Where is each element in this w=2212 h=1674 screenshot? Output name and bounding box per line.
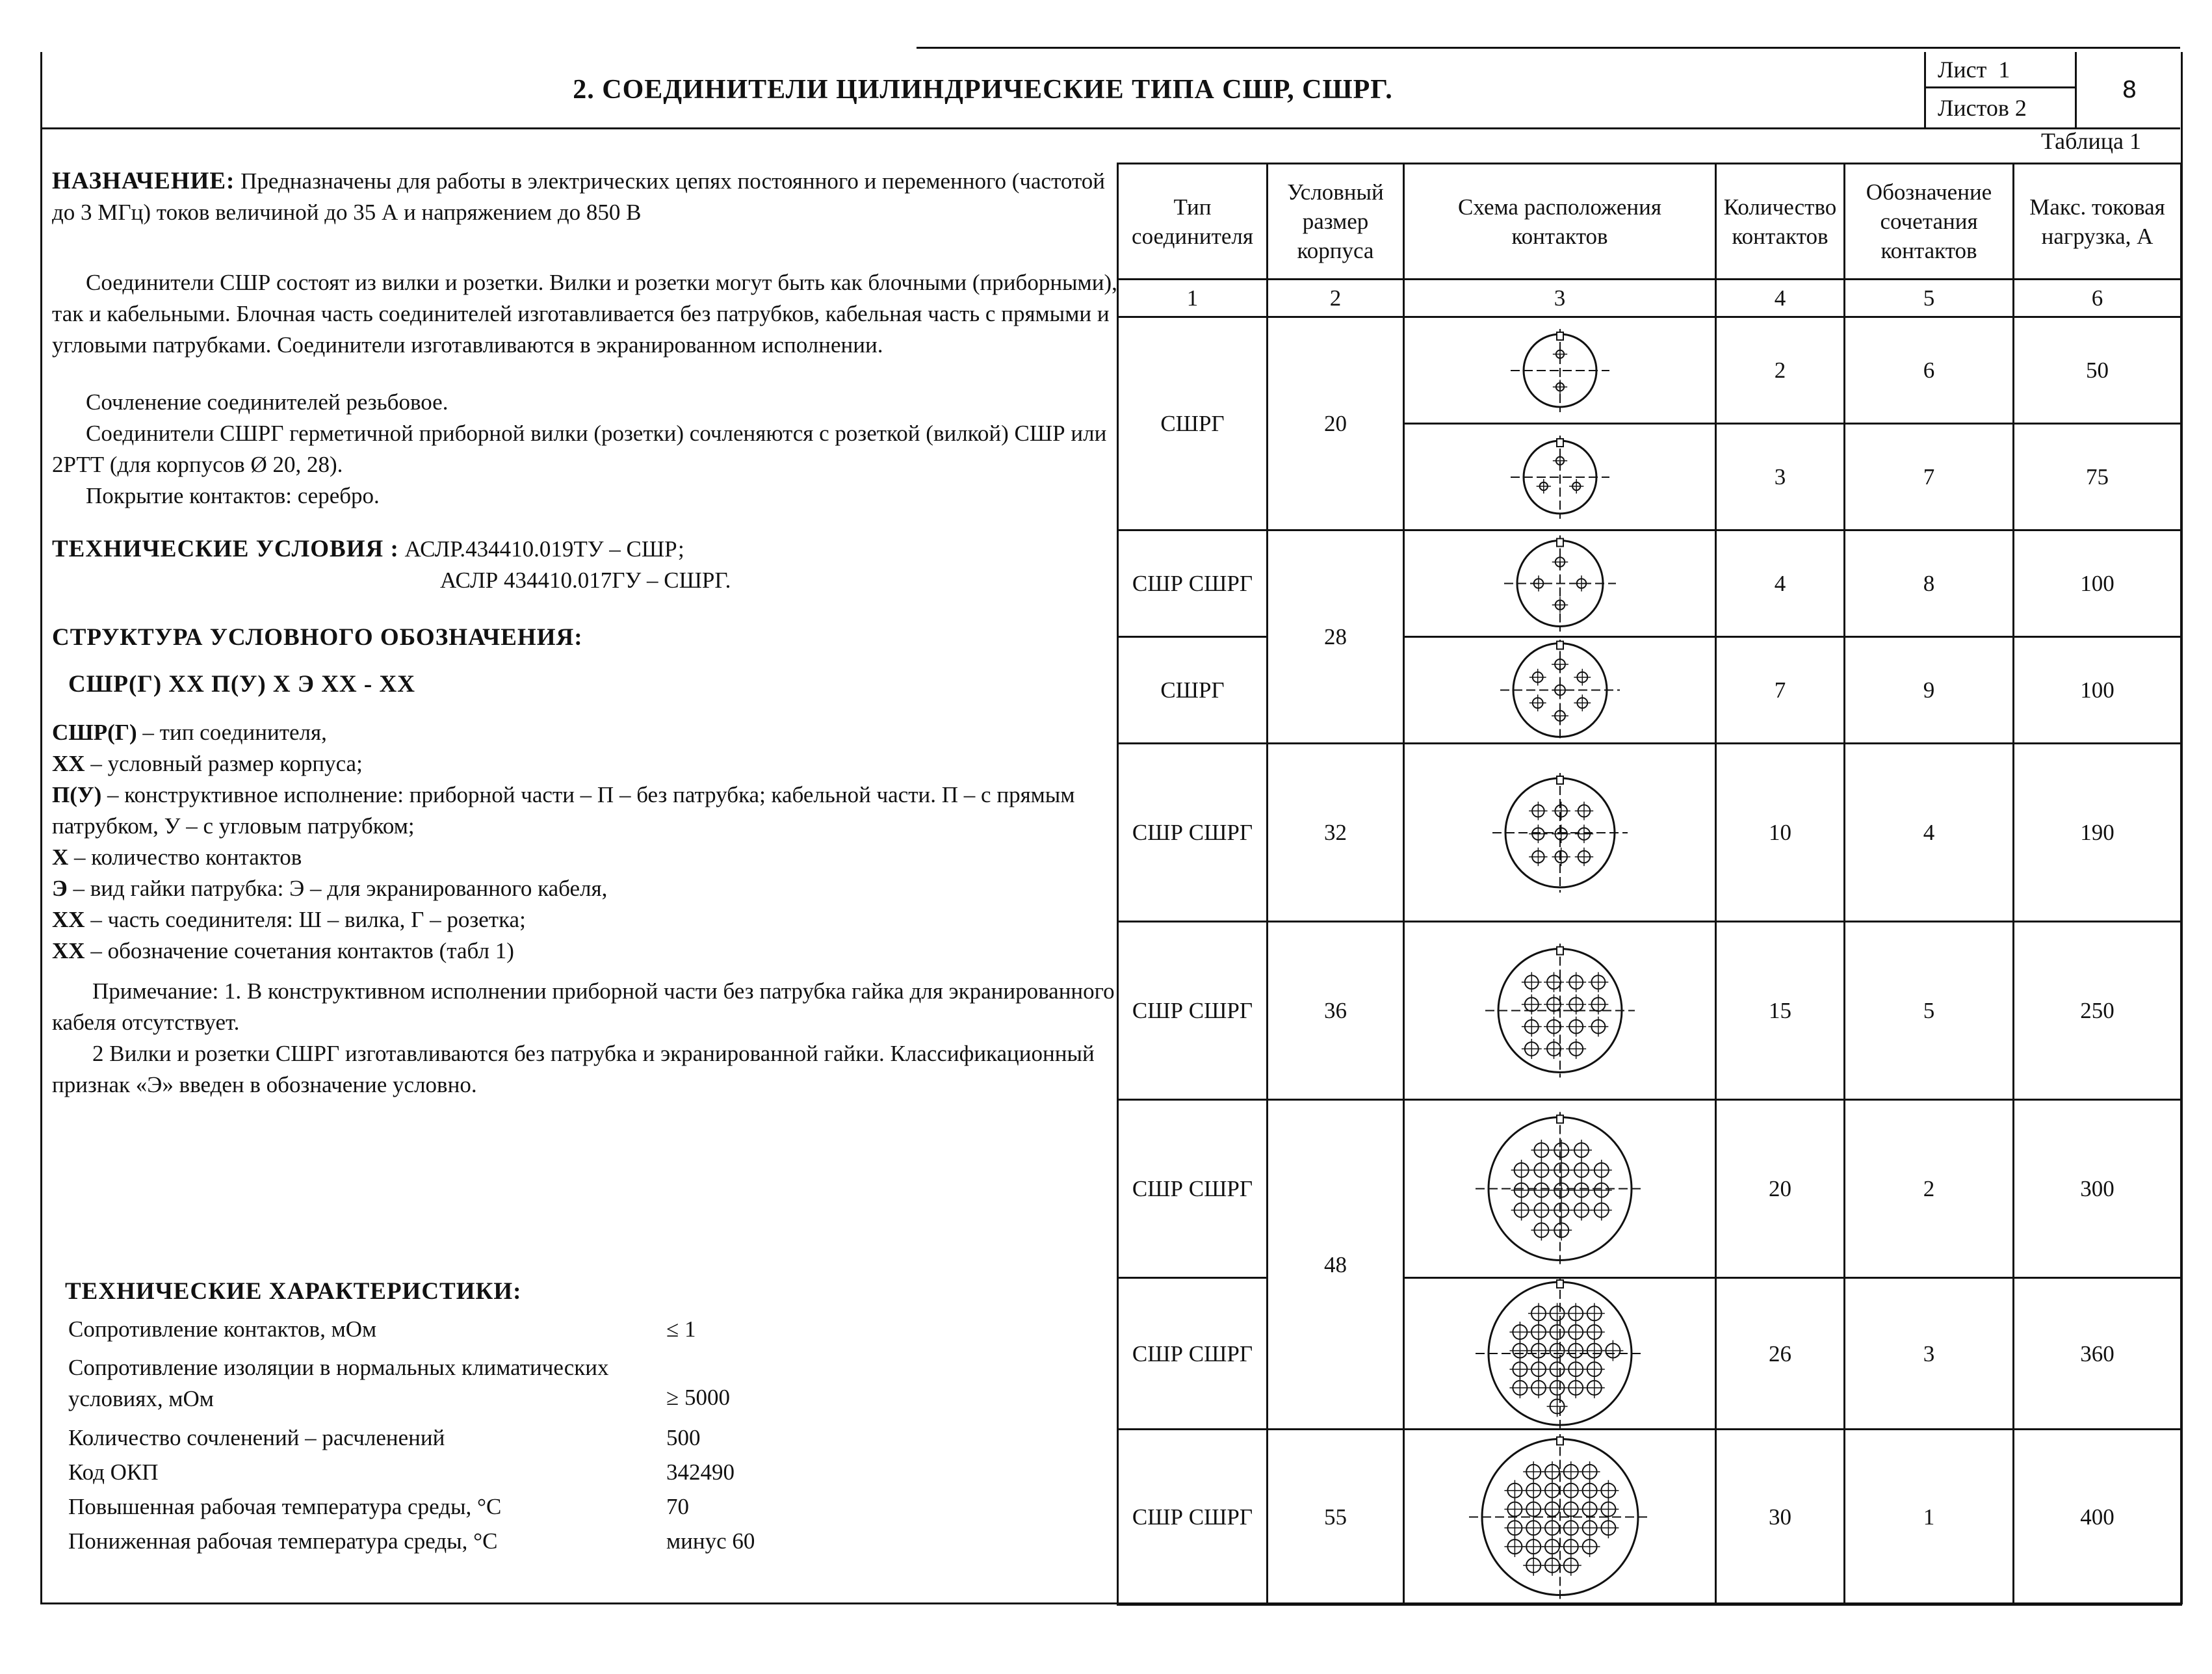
key-notch xyxy=(1557,1116,1563,1123)
characteristics-heading: ТЕХНИЧЕСКИЕ ХАРАКТЕРИСТИКИ: xyxy=(65,1278,522,1305)
column-number: 2 xyxy=(1268,280,1404,317)
contacts-cell: 2 xyxy=(1716,317,1845,424)
contact-diagram-cell xyxy=(1404,922,1716,1100)
column-number: 3 xyxy=(1404,280,1716,317)
key-notch xyxy=(1557,947,1563,955)
structure-item-key: СШР(Г) xyxy=(52,720,137,745)
char-value: 500 xyxy=(666,1425,701,1450)
structure-item-text: – вид гайки патрубка: Э – для экранированного кабеля, xyxy=(67,876,608,901)
structure-item xyxy=(52,842,1118,873)
table-header-row xyxy=(1118,164,2181,280)
load-cell: 190 xyxy=(2014,744,2181,922)
char-label: Повышенная рабочая температура среды, °С xyxy=(68,1494,502,1519)
sheet-info-box xyxy=(1924,52,2077,127)
combo-cell: 8 xyxy=(1845,530,2014,637)
column-number: 1 xyxy=(1118,280,1268,317)
paragraph-composition: Соединители СШР состоят из вилки и розетки. Вилки и розетки могут быть как блочными (приборными), так и кабельными. Блочная часть соединителей изготавливается без патрубков, кабельная часть с прямыми и угловыми патрубками. Соединители изготавливаются в экранированном исполнении. xyxy=(52,270,1117,358)
contacts-cell: 10 xyxy=(1716,744,1845,922)
char-label: Количество сочленений – расчленений xyxy=(68,1425,445,1450)
contact-diagram-cell xyxy=(1404,317,1716,424)
type-cell: СШР СШРГ xyxy=(1118,530,1268,637)
page-title: 2. СОЕДИНИТЕЛИ ЦИЛИНДРИЧЕСКИЕ ТИПА СШР, СШРГ. xyxy=(573,75,1393,105)
sheet-label: Лист xyxy=(1938,56,1987,83)
contact-layout-diagram xyxy=(1456,768,1664,898)
load-cell: 100 xyxy=(2014,637,2181,744)
structure-item-key: П(У) xyxy=(52,782,102,807)
contact-layout-diagram xyxy=(1446,1434,1674,1600)
combo-cell: 1 xyxy=(1845,1430,2014,1605)
structure-item xyxy=(52,717,1118,748)
purpose-paragraph xyxy=(52,166,1118,228)
note-2: 2 Вилки и розетки СШРГ изготавливаются без патрубка и экранированной гайки. Классификационный признак «Э» введен в обозначение условно. xyxy=(52,1041,1095,1097)
contacts-cell: 26 xyxy=(1716,1278,1845,1430)
tech-conditions xyxy=(52,534,1118,565)
contacts-cell: 3 xyxy=(1716,424,1845,530)
tech-conditions-heading: ТЕХНИЧЕСКИЕ УСЛОВИЯ : xyxy=(52,536,399,562)
column-number: 6 xyxy=(2014,280,2181,317)
contact-diagram-cell xyxy=(1404,744,1716,922)
structure-item xyxy=(52,935,1118,967)
contact-layout-diagram xyxy=(1463,428,1658,526)
key-notch xyxy=(1557,539,1563,547)
type-cell: СШР СШРГ xyxy=(1118,1278,1268,1430)
size-cell: 20 xyxy=(1268,317,1404,530)
structure-heading: СТРУКТУРА УСЛОВНОГО ОБОЗНАЧЕНИЯ: xyxy=(52,624,583,651)
structure-item-key: XX xyxy=(52,907,85,932)
header-cell: Обозначение сочетания контактов xyxy=(1845,164,2014,280)
structure-item-text: – обозначение сочетания контактов (табл 1) xyxy=(85,938,514,963)
structure-item xyxy=(52,904,1118,935)
contact-diagram-cell xyxy=(1404,1100,1716,1278)
tech-conditions-line1: АСЛР.434410.019ТУ – СШР; xyxy=(398,536,684,562)
contact-layout-diagram xyxy=(1450,1279,1671,1428)
size-cell: 32 xyxy=(1268,744,1404,922)
load-cell: 100 xyxy=(2014,530,2181,637)
title-bottom-line xyxy=(40,127,2180,129)
key-notch xyxy=(1557,642,1563,649)
combo-cell: 3 xyxy=(1845,1278,2014,1430)
structure-item xyxy=(52,873,1118,904)
title-top-line xyxy=(917,47,2180,49)
key-notch xyxy=(1557,776,1563,784)
column-number: 4 xyxy=(1716,280,1845,317)
char-value: ≥ 5000 xyxy=(666,1385,730,1410)
combo-cell: 4 xyxy=(1845,744,2014,922)
contact-layout-diagram xyxy=(1463,533,1658,634)
connector-table xyxy=(1117,163,2182,1606)
char-label: Пониженная рабочая температура среды, °С xyxy=(68,1528,498,1554)
table-row xyxy=(1118,530,2181,637)
size-cell: 55 xyxy=(1268,1430,1404,1605)
contact-layout-diagram xyxy=(1456,941,1664,1080)
combo-cell: 7 xyxy=(1845,424,2014,530)
left-column xyxy=(52,166,1118,1101)
structure-item-key: X xyxy=(52,844,69,870)
combo-cell: 2 xyxy=(1845,1100,2014,1278)
type-cell: СШРГ xyxy=(1118,317,1268,530)
table-row xyxy=(1118,744,2181,922)
size-cell: 48 xyxy=(1268,1100,1404,1430)
char-label: Код ОКП xyxy=(68,1459,159,1485)
load-cell: 250 xyxy=(2014,922,2181,1100)
sheets-value: 2 xyxy=(2014,95,2027,121)
contacts-cell: 30 xyxy=(1716,1430,1845,1605)
sheets-row xyxy=(1926,90,2077,126)
load-cell: 360 xyxy=(2014,1278,2181,1430)
column-number-row xyxy=(1118,280,2181,317)
type-cell: СШР СШРГ xyxy=(1118,744,1268,922)
contacts-cell: 20 xyxy=(1716,1100,1845,1278)
header-cell: Схема расположения контактов xyxy=(1404,164,1716,280)
load-cell: 75 xyxy=(2014,424,2181,530)
contacts-cell: 4 xyxy=(1716,530,1845,637)
structure-item-key: Э xyxy=(52,876,68,901)
sheets-label: Листов xyxy=(1938,95,2009,121)
purpose-text: Предназначены для работы в электрических цепях постоянного и переменного (частотой до 3 МГц) токов величиной до 35 А и напряжением до 850 В xyxy=(52,168,1106,225)
type-cell: СШРГ xyxy=(1118,637,1268,744)
contact-diagram-cell xyxy=(1404,1278,1716,1430)
char-value: 70 xyxy=(666,1494,689,1519)
structure-item-text: – часть соединителя: Ш – вилка, Г – розетка; xyxy=(85,907,526,932)
type-cell: СШР СШРГ xyxy=(1118,1430,1268,1605)
contact-layout-diagram xyxy=(1450,1109,1671,1268)
column-number: 5 xyxy=(1845,280,2014,317)
structure-code: СШР(Г) XX П(У) X Э XX - XX xyxy=(68,671,415,698)
header-cell: Количество контактов xyxy=(1716,164,1845,280)
header-cell: Тип соединителя xyxy=(1118,164,1268,280)
type-cell: СШР СШРГ xyxy=(1118,922,1268,1100)
combo-cell: 5 xyxy=(1845,922,2014,1100)
key-notch xyxy=(1557,332,1563,340)
table-row xyxy=(1118,922,2181,1100)
key-notch xyxy=(1557,439,1563,447)
paragraph-hermetic: Соединители СШРГ герметичной приборной вилки (розетки) сочленяются с розеткой (вилкой) СШР или 2РТТ (для корпусов Ø 20, 28). xyxy=(52,421,1107,477)
char-value: минус 60 xyxy=(666,1528,755,1554)
contact-diagram-cell xyxy=(1404,530,1716,637)
type-cell: СШР СШРГ xyxy=(1118,1100,1268,1278)
contact-diagram-cell xyxy=(1404,424,1716,530)
paragraph-coupling: Сочленение соединителей резьбовое. xyxy=(86,389,449,415)
structure-item-key: XX xyxy=(52,938,85,963)
tech-conditions-line2: АСЛР 434410.017ГУ – СШРГ. xyxy=(440,568,731,593)
header-cell: Макс. токовая нагрузка, А xyxy=(2014,164,2181,280)
size-cell: 28 xyxy=(1268,530,1404,744)
table-row xyxy=(1118,1100,2181,1278)
note-1: Примечание: 1. В конструктивном исполнении приборной части без патрубка гайка для экранированного кабеля отсутствует. xyxy=(52,978,1115,1035)
load-cell: 300 xyxy=(2014,1100,2181,1278)
char-label: Сопротивление контактов, мОм xyxy=(68,1316,377,1342)
contacts-cell: 15 xyxy=(1716,922,1845,1100)
load-cell: 400 xyxy=(2014,1430,2181,1605)
header-cell: Условный размер корпуса xyxy=(1268,164,1404,280)
key-notch xyxy=(1557,1437,1563,1445)
purpose-heading: НАЗНАЧЕНИЕ: xyxy=(52,168,235,194)
structure-item-key: XX xyxy=(52,751,85,776)
combo-cell: 6 xyxy=(1845,317,2014,424)
load-cell: 50 xyxy=(2014,317,2181,424)
char-label: Сопротивление изоляции в нормальных климатических условиях, мОм xyxy=(68,1355,609,1411)
combo-cell: 9 xyxy=(1845,637,2014,744)
table-row xyxy=(1118,1430,2181,1605)
paragraph-coating: Покрытие контактов: серебро. xyxy=(86,483,380,508)
page-number: 8 xyxy=(2075,52,2182,127)
contact-diagram-cell xyxy=(1404,1430,1716,1605)
contact-layout-diagram xyxy=(1463,322,1658,419)
contact-layout-diagram xyxy=(1463,640,1658,740)
contacts-cell: 7 xyxy=(1716,637,1845,744)
sheet-row xyxy=(1926,52,2077,88)
structure-item-text: – тип соединителя, xyxy=(137,720,327,745)
size-cell: 36 xyxy=(1268,922,1404,1100)
char-value: 342490 xyxy=(666,1459,735,1485)
structure-item xyxy=(52,748,1118,779)
table-row xyxy=(1118,317,2181,424)
structure-item-text: – условный размер корпуса; xyxy=(85,751,363,776)
structure-item-text: – конструктивное исполнение: приборной части – П – без патрубка; кабельной части. П – с прямым патрубком, У – с угловым патрубком; xyxy=(52,782,1075,839)
sheet-value: 1 xyxy=(1998,56,2010,83)
structure-item-text: – количество контактов xyxy=(68,844,302,870)
contact-diagram-cell xyxy=(1404,637,1716,744)
key-notch xyxy=(1557,1280,1563,1288)
structure-item xyxy=(52,779,1118,842)
char-value: ≤ 1 xyxy=(666,1316,696,1342)
table-caption: Таблица 1 xyxy=(2041,128,2141,154)
